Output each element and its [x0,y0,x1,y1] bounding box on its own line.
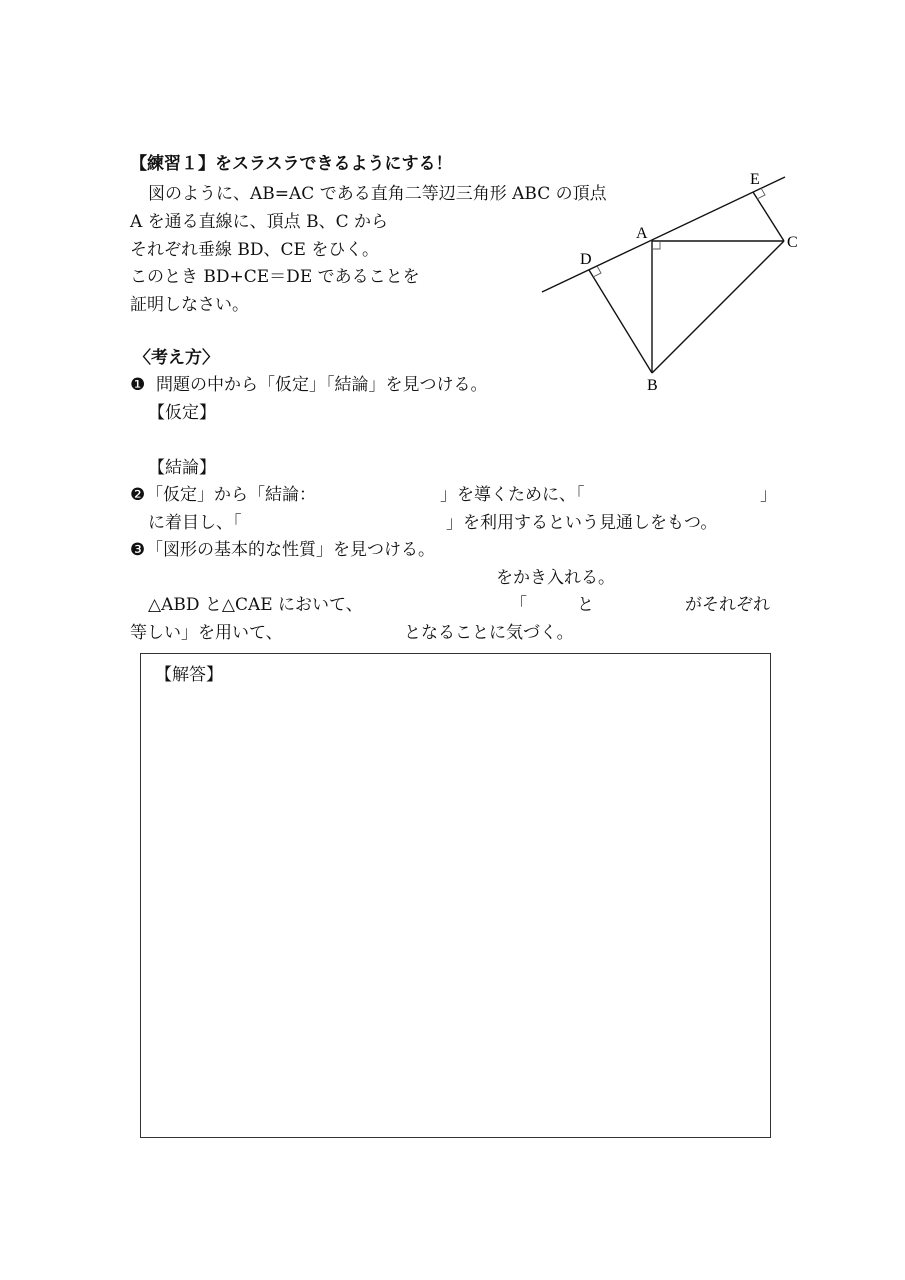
draw-instruction: をかき入れる。 [496,568,615,588]
step2-part2: 」を導くために、「 [440,485,585,505]
step1-mark: ❶ [130,375,146,395]
exercise-title: 【練習１】をスラスラできるようにする！ [130,154,453,174]
label-d: D [580,251,592,268]
problem-line-1: 図のように、AB=AC である直角二等辺三角形 ABC の頂点 [148,184,607,204]
step1-text: 問題の中から「仮定」「結論」を見つける。 [156,375,488,395]
problem-line-3: それぞれ垂線 BD、CE をひく。 [130,240,380,260]
step2-line2-part1: に着目し、「 [148,513,242,533]
label-b: B [647,377,658,394]
step3-mark: ❸ [130,540,146,560]
assumption-label: 【仮定】 [148,403,216,423]
problem-line-4: このとき BD+CE＝DE であることを [130,267,420,287]
label-c: C [787,234,798,251]
line6-part1: 等しい」を用いて、 [130,623,283,643]
segment-bd [589,270,652,373]
triangle-figure [530,160,810,400]
line5-part4: がそれぞれ [685,595,770,615]
right-angle-mark-a [652,241,660,249]
segment-bc [652,241,784,373]
answer-box[interactable] [140,653,771,1138]
label-e: E [750,171,760,188]
thinking-heading: 〈考え方〉 [134,348,219,368]
line5-part3: と [577,595,594,615]
line6-part2: となることに気づく。 [404,623,574,643]
line5-part2: 「 [510,595,527,615]
label-a: A [636,225,648,242]
line-through-a [542,177,785,292]
problem-line-2: A を通る直線に、頂点 B、C から [130,212,388,232]
step2-part1: 「仮定」から「結論： [146,485,316,505]
step2-mark: ❷ [130,485,146,505]
line5-part1: △ABD と△CAE において、 [148,595,363,615]
step2-line2-part2: 」を利用するという見通しをもつ。 [446,513,718,533]
problem-line-5: 証明しなさい。 [130,295,249,315]
segment-ce [753,192,784,241]
conclusion-label: 【結論】 [148,458,216,478]
step2-part3: 」 [760,485,777,505]
answer-label: 【解答】 [155,665,223,685]
step3-text: 「図形の基本的な性質」を見つける。 [146,540,435,560]
